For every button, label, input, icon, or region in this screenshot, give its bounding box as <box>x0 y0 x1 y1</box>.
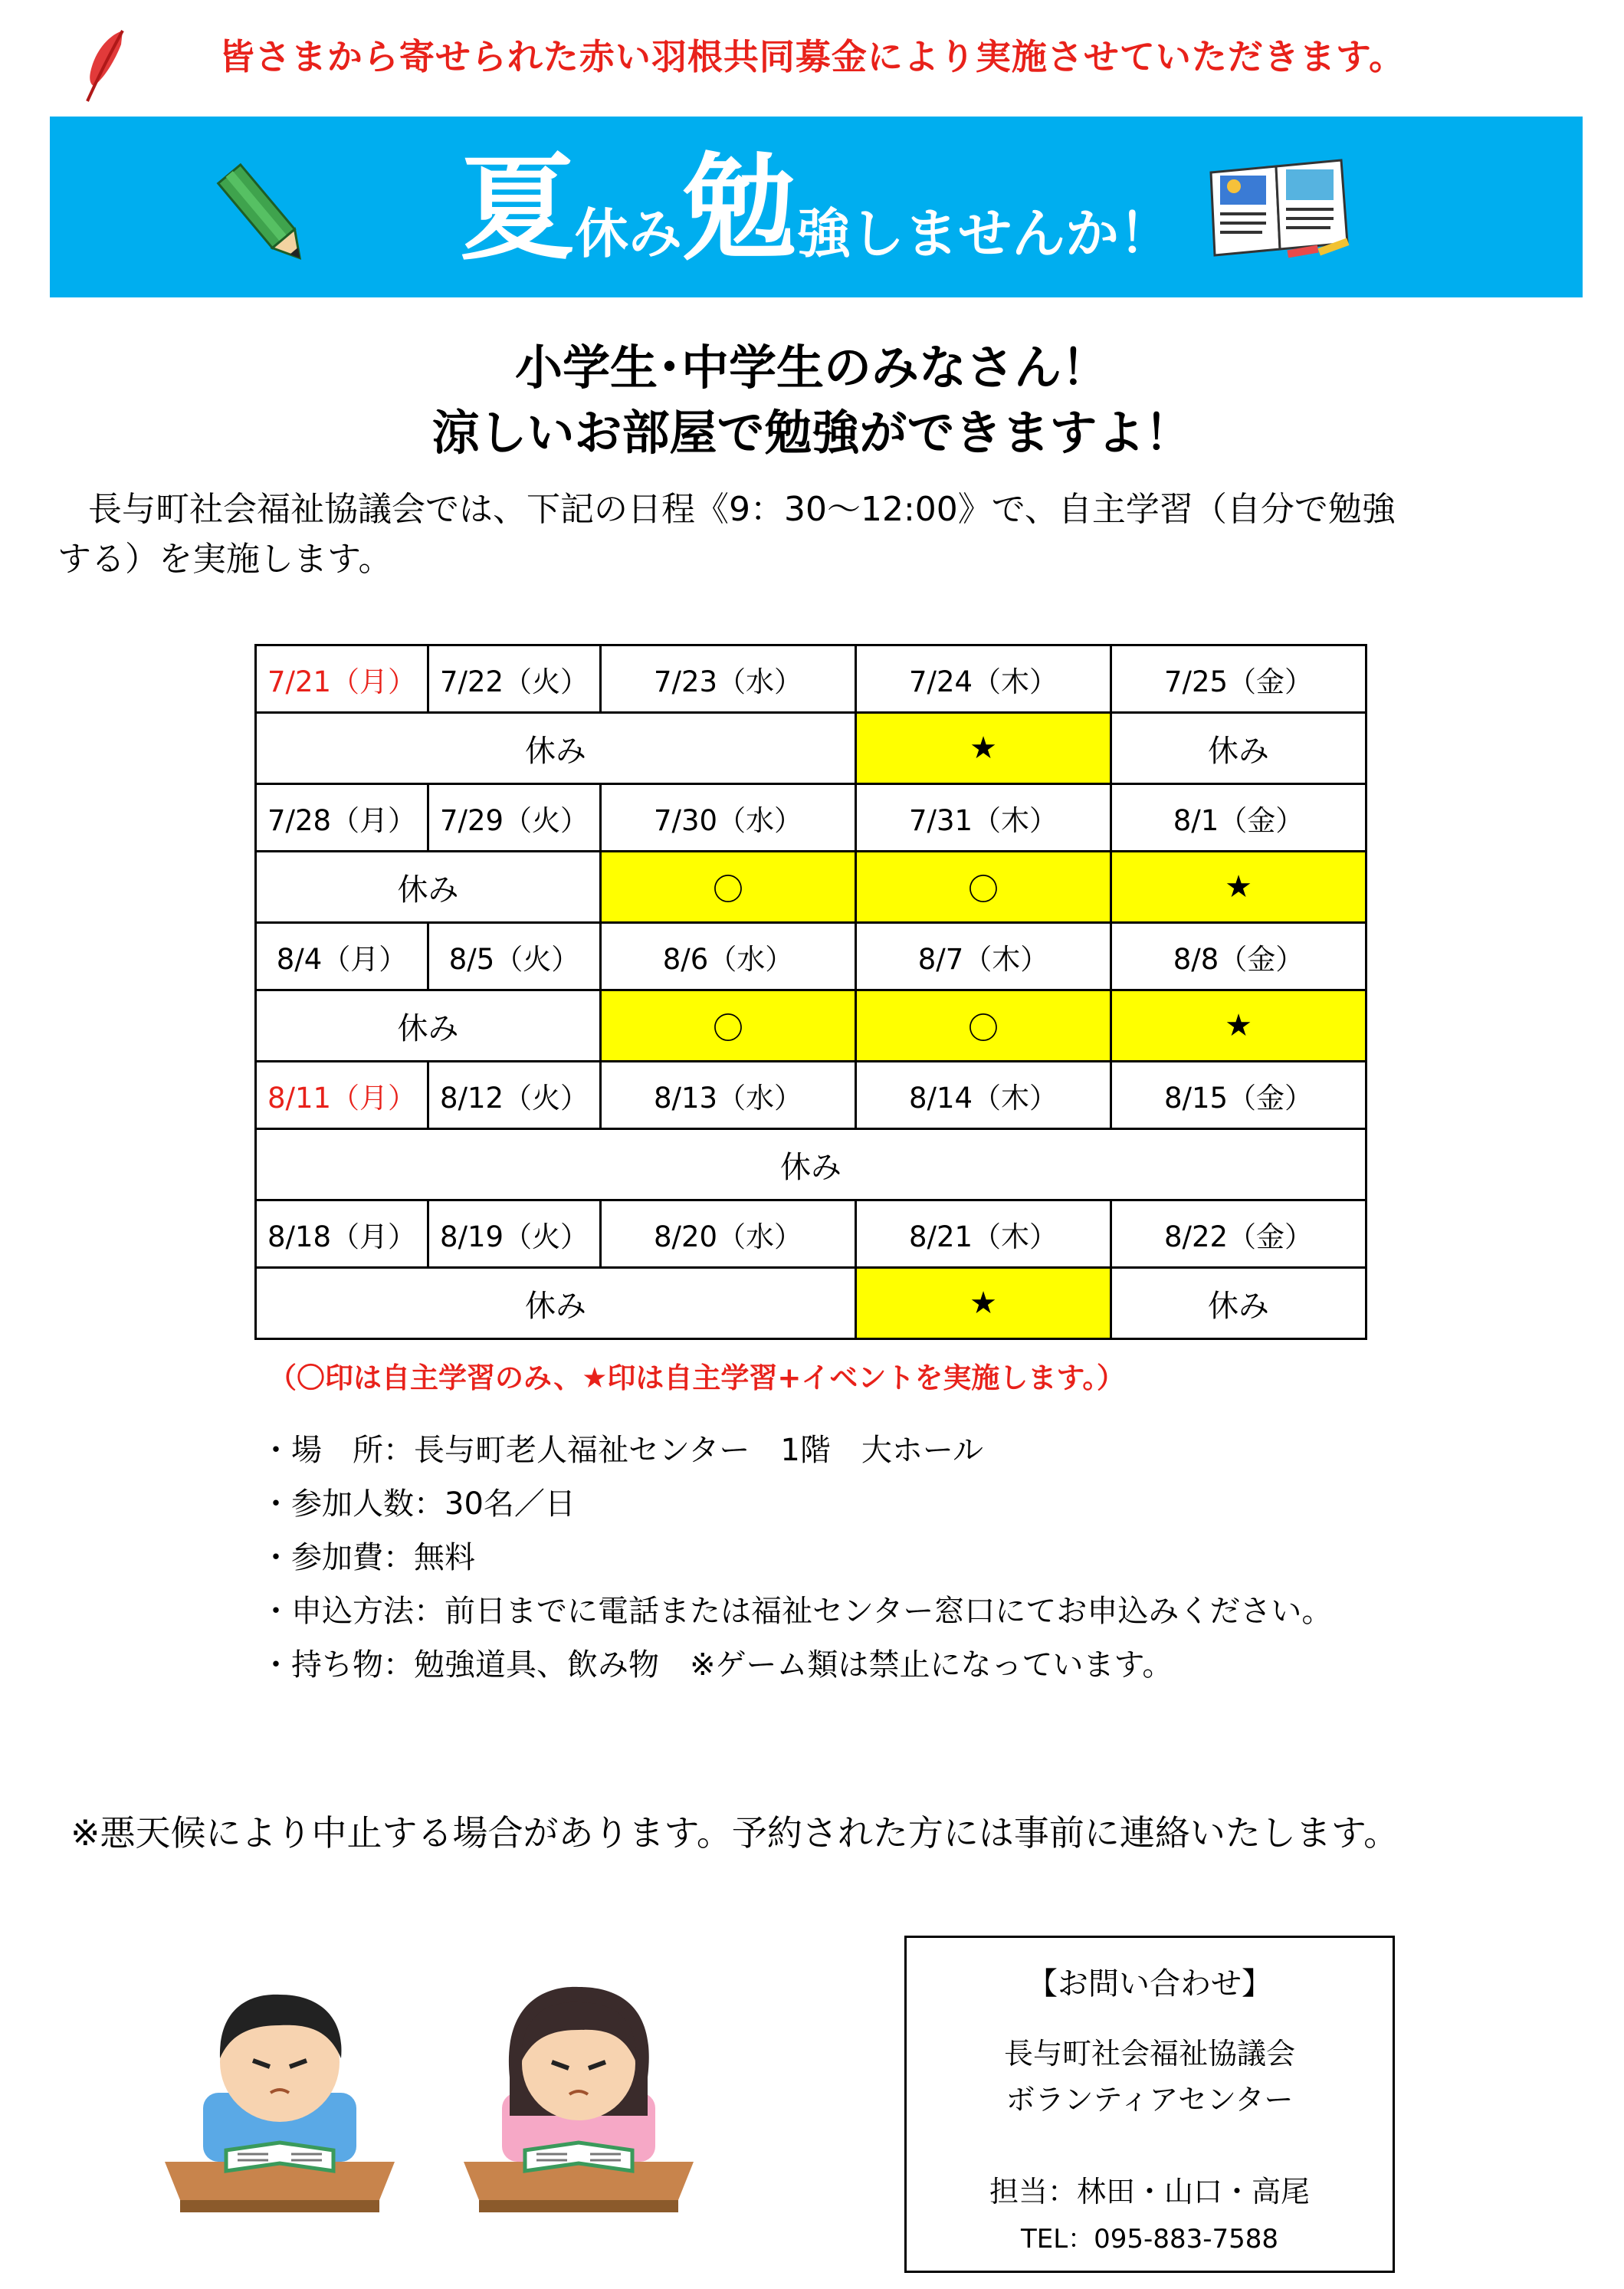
schedule-date-row <box>256 645 1366 713</box>
funding-notice-text: 皆さまから寄せられた赤い羽根共同募金により実施させていただきます。 <box>218 36 1406 77</box>
date-cell: 8/13（水） <box>601 1062 856 1129</box>
status-cell-event: ★ <box>856 713 1111 784</box>
contact-organization: 長与町社会福祉協議会 <box>1003 2037 1295 2071</box>
schedule-status-row <box>256 852 1366 923</box>
intro-line-1: 長与町社会福祉協議会では、下記の日程《9：30～12:00》で、自主学習（自分で勉強 <box>88 490 1396 529</box>
status-cell-event: ★ <box>1111 990 1366 1062</box>
date-cell: 7/31（木） <box>856 784 1111 852</box>
date-cell: 7/25（金） <box>1111 645 1366 713</box>
status-cell-event: ★ <box>1111 852 1366 923</box>
date-cell: 7/21（月） <box>256 645 428 713</box>
date-cell: 7/30（水） <box>601 784 856 852</box>
status-cell-study: 〇 <box>601 852 856 923</box>
date-cell: 8/11（月） <box>256 1062 428 1129</box>
date-cell: 8/18（月） <box>256 1200 428 1268</box>
date-cell: 7/22（火） <box>428 645 601 713</box>
date-cell: 8/19（火） <box>428 1200 601 1268</box>
headline-line-1: 小学生･中学生のみなさん！ <box>514 340 1109 396</box>
contact-phone: TEL：095-883-7588 <box>1020 2224 1279 2255</box>
schedule-status-row <box>256 990 1366 1062</box>
pencil-icon <box>211 157 318 272</box>
date-cell: 8/22（金） <box>1111 1200 1366 1268</box>
status-cell-event: ★ <box>856 1268 1111 1339</box>
date-cell: 8/14（木） <box>856 1062 1111 1129</box>
status-cell-study: 〇 <box>856 852 1111 923</box>
date-cell: 7/28（月） <box>256 784 428 852</box>
date-cell: 8/8（金） <box>1111 923 1366 990</box>
status-cell-closed: 休み <box>1111 1268 1366 1339</box>
funding-notice <box>0 29 1624 80</box>
contact-center: ボランティアセンター <box>1006 2083 1294 2117</box>
intro-line-2: する）を実施します。 <box>57 540 392 579</box>
headline-line-2: 涼しいお部屋で勉強ができますよ！ <box>431 405 1193 461</box>
studying-girl-illustration <box>456 1970 701 2223</box>
date-cell: 7/29（火） <box>428 784 601 852</box>
status-cell-closed: 休み <box>256 1129 1366 1200</box>
date-cell: 7/24（木） <box>856 645 1111 713</box>
schedule-table <box>254 644 1367 1340</box>
date-cell: 8/21（木） <box>856 1200 1111 1268</box>
studying-boy-illustration <box>157 1970 402 2223</box>
date-cell: 8/1（金） <box>1111 784 1366 852</box>
banner-title-part: 強しませんか！ <box>797 202 1173 265</box>
date-cell: 8/15（金） <box>1111 1062 1366 1129</box>
contact-staff: 担当：林田・山口・高尾 <box>989 2175 1310 2209</box>
detail-fee: ・参加費：無料 <box>261 1540 475 1575</box>
date-cell: 8/5（火） <box>428 923 601 990</box>
schedule-legend: （〇印は自主学習のみ、★印は自主学習+イベントを実施します。） <box>268 1361 1125 1394</box>
contact-heading: 【お問い合わせ】 <box>1027 1966 1272 2002</box>
banner-title-part: 夏 <box>459 143 575 276</box>
status-cell-closed: 休み <box>256 990 601 1062</box>
schedule-date-row <box>256 1062 1366 1129</box>
date-cell: 8/4（月） <box>256 923 428 990</box>
status-cell-closed: 休み <box>256 713 856 784</box>
schedule-status-row <box>256 1129 1366 1200</box>
schedule-status-row <box>256 1268 1366 1339</box>
status-cell-closed: 休み <box>256 1268 856 1339</box>
status-cell-study: 〇 <box>856 990 1111 1062</box>
status-cell-closed: 休み <box>1111 713 1366 784</box>
status-cell-closed: 休み <box>256 852 601 923</box>
detail-capacity: ・参加人数：30名／日 <box>261 1486 576 1522</box>
schedule-date-row <box>256 784 1366 852</box>
date-cell: 8/12（火） <box>428 1062 601 1129</box>
date-cell: 8/7（木） <box>856 923 1111 990</box>
picture-book-icon <box>1203 157 1357 264</box>
detail-application: ・申込方法：前日までに電話または福祉センター窓口にてお申込みください。 <box>261 1594 1333 1629</box>
date-cell: 8/6（水） <box>601 923 856 990</box>
detail-belongings: ・持ち物：勉強道具、飲み物 ※ゲーム類は禁止になっています。 <box>261 1647 1173 1683</box>
status-cell-study: 〇 <box>601 990 856 1062</box>
schedule-date-row <box>256 923 1366 990</box>
contact-box <box>904 1936 1395 2273</box>
schedule-date-row <box>256 1200 1366 1268</box>
banner-title-part: 休み <box>575 202 682 265</box>
weather-notice: ※悪天候により中止する場合があります。予約された方には事前に連絡いたします。 <box>71 1812 1399 1854</box>
banner-title-part: 勉 <box>682 143 798 276</box>
detail-location: ・場 所：長与町老人福祉センター 1階 大ホール <box>261 1433 984 1468</box>
schedule-status-row <box>256 713 1366 784</box>
date-cell: 8/20（水） <box>601 1200 856 1268</box>
date-cell: 7/23（水） <box>601 645 856 713</box>
